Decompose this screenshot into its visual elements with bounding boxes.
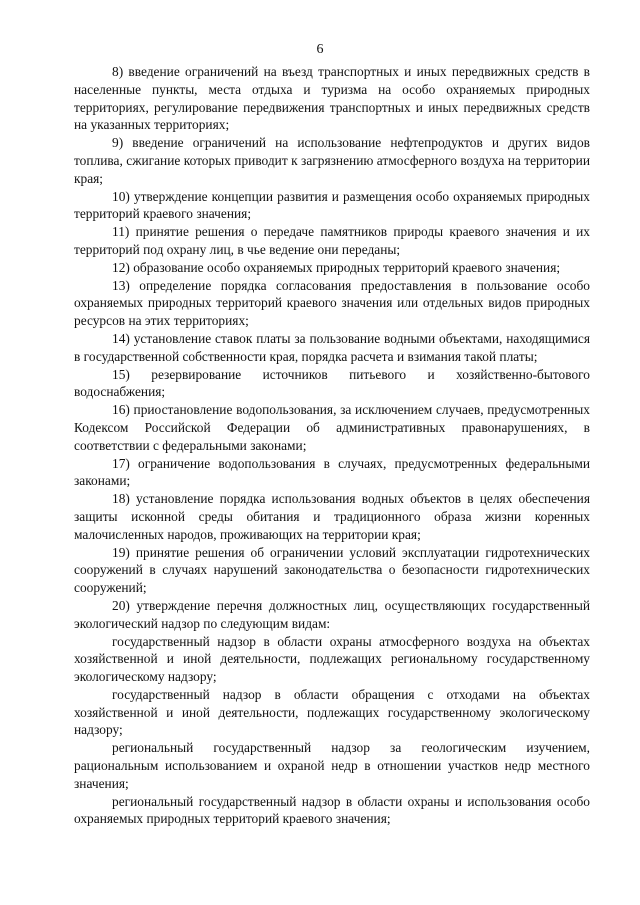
sub-item-protected-areas-supervision: региональный государственный надзор в области охраны и использования особо охраняемых природных территорий краевого значения; xyxy=(74,793,590,827)
list-item-8: 8) введение ограничений на въезд транспортных и иных передвижных средств в населенные пункты, места отдыха и туризма на особо охраняемых природных территориях, регулирование передвижения транспортных и иных передвижных средств на указанных территориях; xyxy=(74,64,590,133)
list-item-9: 9) введение ограничений на использование нефтепродуктов и других видов топлива, сжигание которых приводит к загрязнению атмосферного воздуха на территории края; xyxy=(74,135,590,186)
list-item-12: 12) образование особо охраняемых природных территорий краевого значения; xyxy=(112,259,561,275)
document-body xyxy=(74,63,590,828)
sub-item-subsoil-supervision: региональный государственный надзор за геологическим изучением, рациональным использованием и охраной недр в отношении участков недр местного значения; xyxy=(74,740,590,791)
list-item-13: 13) определение порядка согласования предоставления в пользование особо охраняемых природных территорий краевого значения или отдельных видов природных ресурсов на этих территориях; xyxy=(74,277,590,329)
sub-item-waste-supervision: государственный надзор в области обращения с отходами на объектах хозяйственной и иной деятельности, подлежащих государственному экологическому надзору; xyxy=(74,686,590,738)
list-item-17: 17) ограничение водопользования в случаях, предусмотренных федеральными законами; xyxy=(74,455,590,489)
sub-item-air-supervision: государственный надзор в области охраны атмосферного воздуха на объектах хозяйственной и иной деятельности, подлежащих региональному государственному экологическому надзору; xyxy=(74,633,590,685)
list-item-20: 20) утверждение перечня должностных лиц, осуществляющих государственный экологический надзор по следующим видам: xyxy=(74,597,590,631)
list-item-10: 10) утверждение концепции развития и размещения особо охраняемых природных территорий краевого значения; xyxy=(74,188,590,222)
list-item-16: 16) приостановление водопользования, за исключением случаев, предусмотренных Кодексом Российской Федерации об административных правонарушениях, в соответствии с федеральными законами; xyxy=(74,402,590,453)
list-item-18: 18) установление порядка использования водных объектов в целях обеспечения защиты исконной среды обитания и традиционного образа жизни коренных малочисленных народов, проживающих на территории края; xyxy=(74,491,590,542)
list-item-14: 14) установление ставок платы за пользование водными объектами, находящимися в государственной собственности края, порядка расчета и взимания такой платы; xyxy=(74,330,590,364)
page-number: 6 xyxy=(316,42,324,57)
list-item-11: 11) принятие решения о передаче памятников природы краевого значения и их территорий под охрану лиц, в чье ведение они переданы; xyxy=(74,224,590,257)
list-item-15: 15) резервирование источников питьевого и хозяйственно-бытового водоснабжения; xyxy=(74,366,590,400)
list-item-19: 19) принятие решения об ограничении условий эксплуатации гидротехнических сооружений в случаях нарушений законодательства о безопасности гидротехнических сооружений; xyxy=(74,544,590,596)
